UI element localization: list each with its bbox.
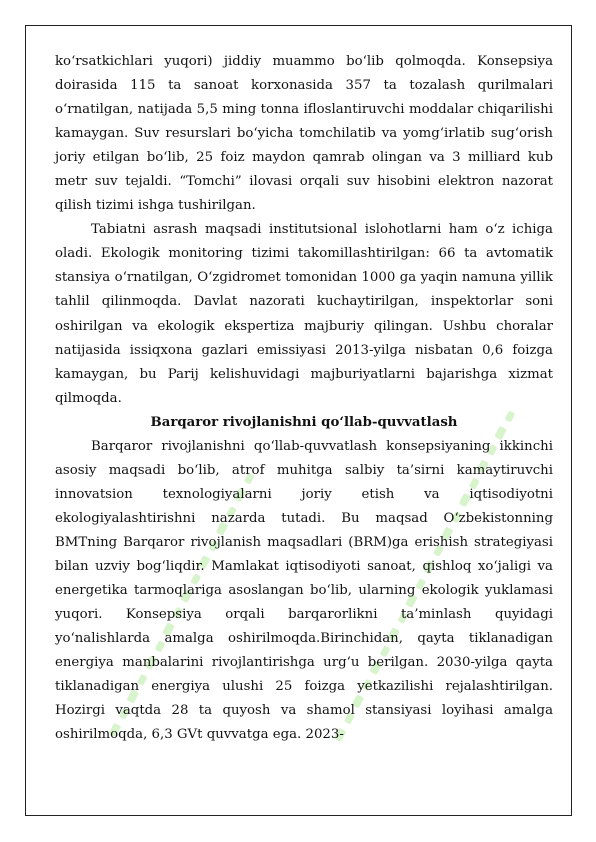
paragraph-water-resources: ko‘rsatkichlari yuqori) jiddiy muammo bo‘lib qolmoqda. Konsepsiya doirasida 115 ta sanoat korxonasida 357 ta tozalash qurilmalari o‘rnatilgan, natijada 5,5 ming tonna ifloslantiruvchi moddalar chiqarilishi kamaygan. Suv resurslari bo‘yicha tomchilatib va yomg‘irlatib sug‘orish joriy etilgan bo‘lib, 25 foiz maydon qamrab olingan va 3 milliard kub metr suv tejaldi. “Tomchi” ilovasi orqali suv hisobini elektron nazorat qilish tizimi ishga tushirilgan.: [55, 54, 553, 214]
document-body: [55, 50, 553, 747]
paragraph-institutional-reforms: Tabiatni asrash maqsadi institutsional islohotlarni ham o‘z ichiga oladi. Ekologik monitoring tizimi takomillashtirilgan: 66 ta avtomatik stansiya o‘rnatilgan, O‘zgidromet tomonidan 1000 ga yaqin namuna yillik tahlil qilinmoqda. Davlat nazorati kuchaytirilgan, inspektorlar soni oshirilgan va ekologik ekspertiza majburiy qilingan. Ushbu choralar natijasida issiqxona gazlari emissiyasi 2013-yilga nisbatan 0,6 foizga kamaygan, bu Parij kelishuvidagi majburiyatlarni bajarishga xizmat qilmoqda.: [55, 222, 553, 406]
paragraph-sustainable-development: Barqaror rivojlanishni qo‘llab-quvvatlash konsepsiyaning ikkinchi asosiy maqsadi bo‘lib, atrof muhitga salbiy ta’sirni kamaytiruvchi innovatsion texnologiyalarni joriy etish va iqtisodiyotni ekologiyalashtirishni nazarda tutadi. Bu maqsad O‘zbekistonning BMTning Barqaror rivojlanish maqsadlari (BRM)ga erishish strategiyasi bilan uzviy bog‘liqdir. Mamlakat iqtisodiyoti sanoat, qishloq xo‘jaligi va energetika tarmoqlariga asoslangan bo‘lib, ularning ekologik yuklamasi yuqori. Konsepsiya orqali barqarorlikni ta’minlash quyidagi yo‘nalishlarda amalga oshirilmoqda.Birinchidan, qayta tiklanadigan energiya manbalarini rivojlantirishga urg‘u berilgan. 2030-yilga qayta tiklanadigan energiya ulushi 25 foizga yetkazilishi rejalashtirilgan. Hozirgi vaqtda 28 ta quyosh va shamol stansiyasi loyihasi amalga oshirilmoqda, 6,3 GVt quvvatga ega. 2023-: [55, 438, 553, 743]
section-heading: Barqaror rivojlanishni qo‘llab-quvvatlash: [150, 414, 458, 430]
